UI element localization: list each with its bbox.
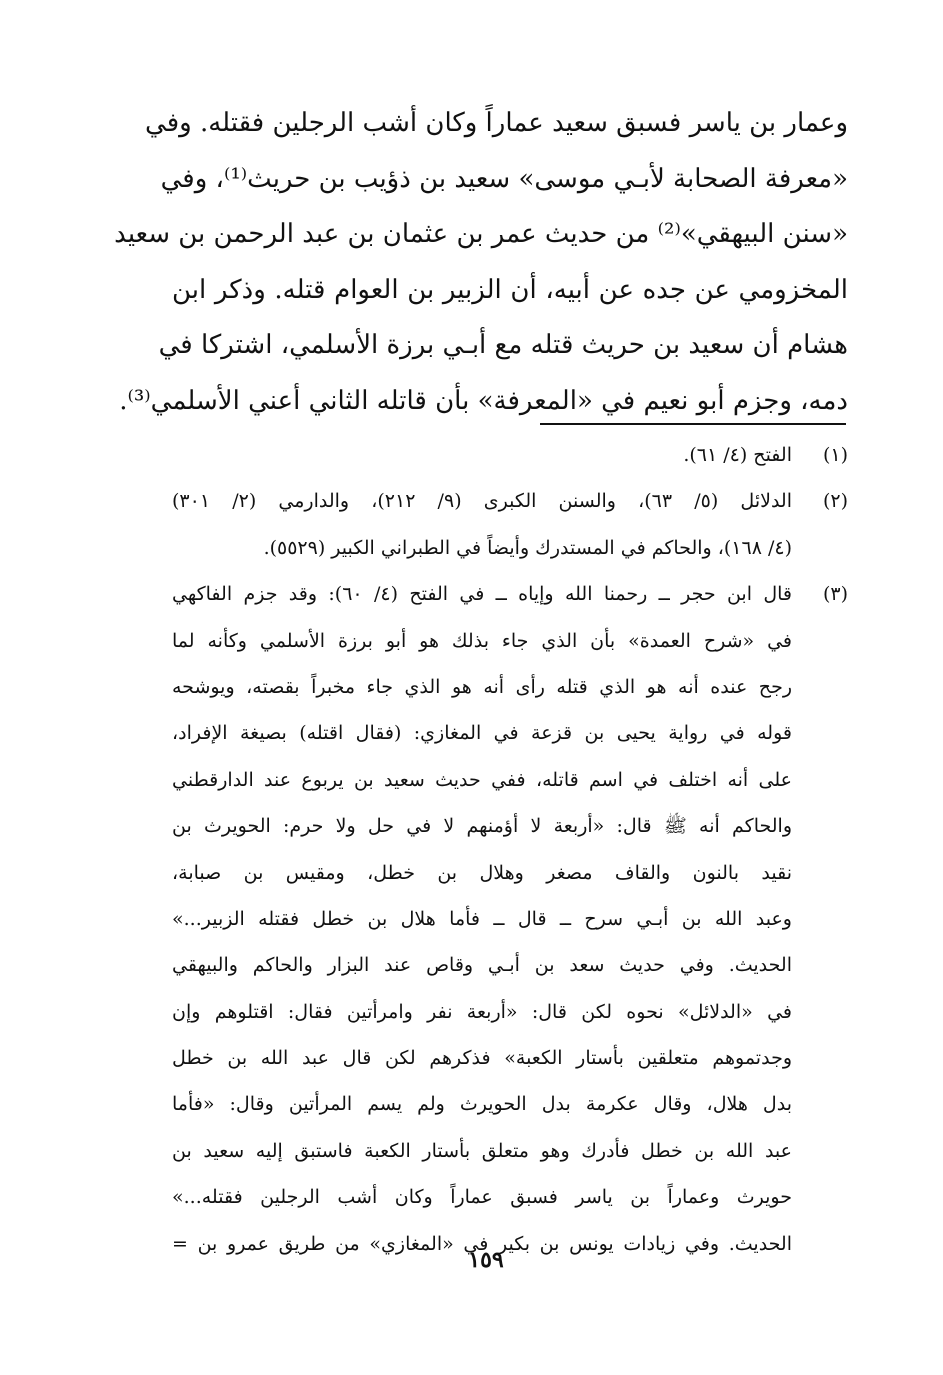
footnote-line: بدل هلال، وقال عكرمة بدل الحويرث ولم يسم المرأتين وقال: «فأما — [172, 1093, 792, 1116]
footnote-number: (٢) — [822, 490, 848, 513]
footnote-line: الفتح (٤/ ٦١). — [683, 444, 792, 466]
footnote-line: وعبد الله بن أبـي سرح ــ قال ــ فأما هلال بن خطل فقتله الزبير...» — [172, 907, 792, 930]
main-text-line: «سنن البيهقي»⁽²⁾ من حديث عمر بن عثمان بن عبد الرحمن بن سعيد — [114, 219, 848, 249]
main-text-line: «معرفة الصحابة لأبـي موسى» سعيد بن ذؤيب بن حريث⁽¹⁾، وفي — [160, 163, 848, 194]
main-text-line: المخزومي عن جده عن أبيه، أن الزبير بن العوام قتله. وذكر ابن — [172, 274, 848, 305]
footnote-line: في «شرح العمدة» بأن الذي جاء بذلك هو أبو برزة الأسلمي وكأنه لما — [172, 629, 792, 652]
footnote-line: نقيد بالنون والقاف مصغر وهلال بن خطل، ومقيس بن صبابة، — [172, 861, 792, 884]
footnote-2 — [172, 478, 848, 571]
footnote-number: (١) — [822, 444, 848, 466]
footnotes — [172, 432, 848, 1267]
footnote-line: رجح عنده أنه هو الذي قتله رأى أنه هو الذي جاء مخبراً بقصته، ويوشحه — [172, 675, 792, 698]
footnote-line: قوله في رواية يحيى بن قزعة في المغازي: (فقال اقتله) بصيغة الإفراد، — [172, 722, 792, 745]
footnote-line: عبد الله بن خطل فأدرك وهو متعلق بأستار الكعبة فاستبق إليه سعيد بن — [172, 1139, 792, 1162]
footnote-line: حويرث وعماراً بن ياسر فسبق عماراً وكان أشب الرجلين فقتله...» — [172, 1186, 792, 1209]
footnote-line: قال ابن حجر ــ رحمنا الله وإياه ــ في الفتح (٤/ ٦٠): وقد جزم الفاكهي — [172, 583, 793, 606]
footnote-1 — [172, 432, 848, 478]
main-text-line: هشام أن سعيد بن حريث قتله مع أبـي برزة الأسلمي، اشتركا في — [158, 330, 848, 360]
main-text — [114, 96, 848, 429]
footnote-divider — [540, 423, 846, 425]
page-number: ١٥٩ — [468, 1247, 504, 1273]
footnote-line: الحديث. وفي زيادات يونس بن بكير في «المغازي» من طريق عمرو بن = — [172, 1232, 792, 1255]
footnote-line: والحاكم أنه ﷺ قال: «أربعة لا أؤمنهم لا في حل ولا حرم: الحويرث بن — [172, 815, 792, 838]
footnote-body — [172, 432, 792, 478]
footnote-line: الحديث. وفي حديث سعد بن أبـي وقاص عند البزار والحاكم والبيهقي — [172, 954, 792, 977]
footnote-line: (٤/ ١٦٨)، والحاكم في المستدرك وأيضاً في الطبراني الكبير (٥٥٢٩). — [263, 536, 792, 559]
footnote-line: على أنه اختلف في اسم قاتله، ففي حديث سعيد بن يربوع عند الدارقطني — [172, 768, 792, 791]
footnote-number: (٣) — [822, 583, 848, 606]
footnote-line: وجدتموهم متعلقين بأستار الكعبة» فذكرهم لكن قال عبد الله بن خطل — [172, 1047, 792, 1070]
footnote-body — [172, 571, 792, 1267]
main-text-line: وعمار بن ياسر فسبق سعيد عماراً وكان أشب الرجلين فقتله. وفي — [145, 108, 848, 138]
main-text-line: دمه، وجزم أبو نعيم في «المعرفة» بأن قاتله الثاني أعني الأسلمي⁽³⁾. — [119, 385, 848, 416]
footnote-3 — [172, 571, 848, 1267]
footnote-body — [172, 478, 792, 571]
footnote-line: في «الدلائل» نحوه لكن قال: «أربعة نفر وامرأتين فقال: اقتلوهم وإن — [172, 1000, 792, 1023]
footnote-line: الدلائل (٥/ ٦٣)، والسنن الكبرى (٩/ ٢١٢)، والدارمي (٢/ ٣٠١) — [172, 490, 792, 513]
